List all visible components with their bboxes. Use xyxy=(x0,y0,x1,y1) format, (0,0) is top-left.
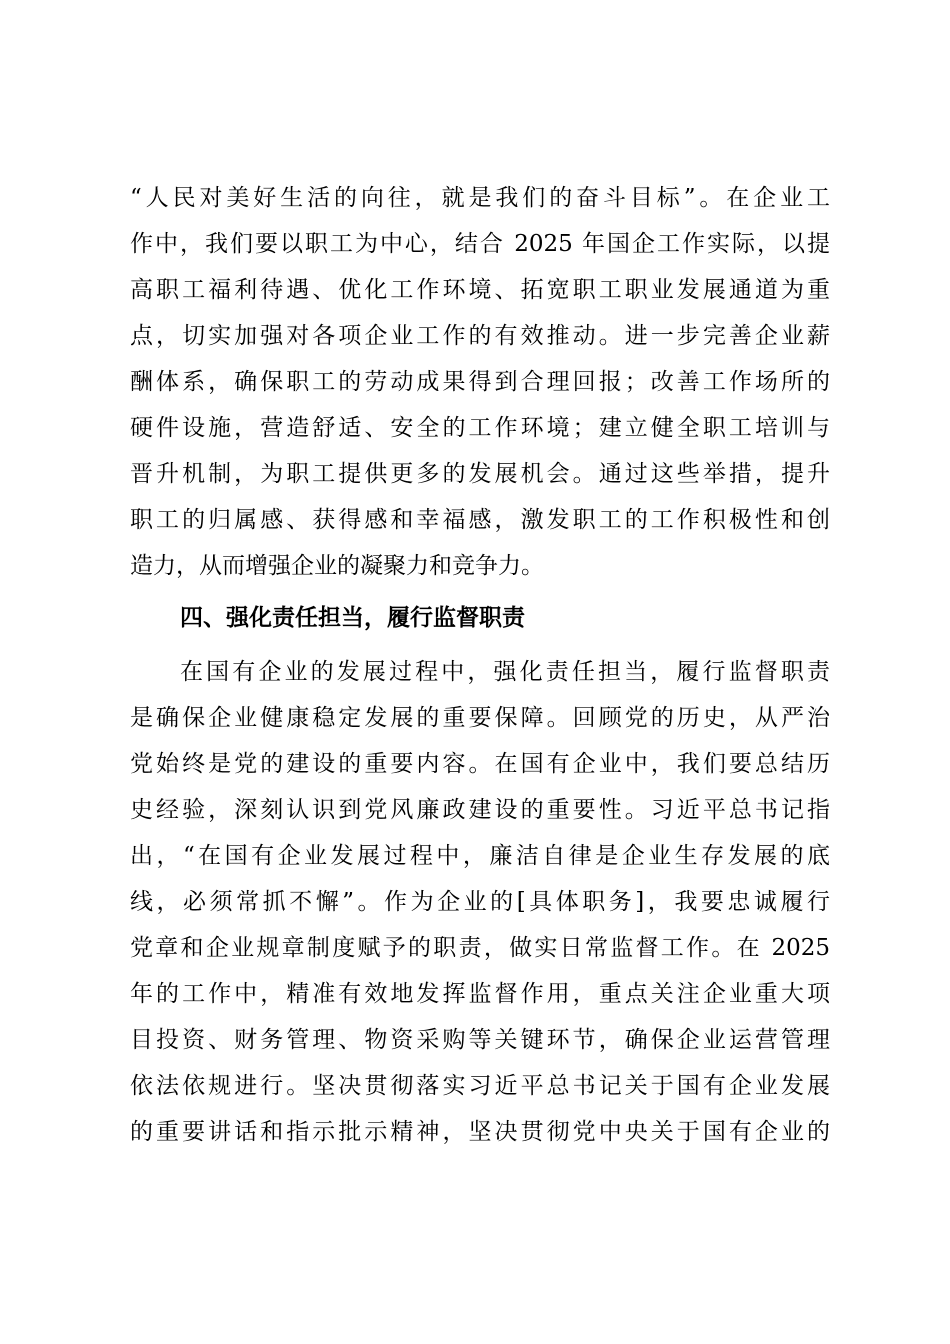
text-line: 党章和企业规章制度赋予的职责，做实日常监督工作。在 2025 xyxy=(130,935,830,961)
text-line: 点，切实加强对各项企业工作的有效推动。进一步完善企业薪 xyxy=(130,323,830,349)
text-line: 依法依规进行。坚决贯彻落实习近平总书记关于国有企业发展 xyxy=(130,1073,830,1099)
text-line: “人民对美好生活的向往，就是我们的奋斗目标”。在企业工 xyxy=(130,185,830,211)
text-line: 晋升机制，为职工提供更多的发展机会。通过这些举措，提升 xyxy=(130,461,830,487)
text-line: 出，“在国有企业发展过程中，廉洁自律是企业生存发展的底 xyxy=(130,843,830,869)
text-line: 史经验，深刻认识到党风廉政建设的重要性。习近平总书记指 xyxy=(130,797,830,823)
text-line: 党始终是党的建设的重要内容。在国有企业中，我们要总结历 xyxy=(130,751,830,777)
text-line: 线，必须常抓不懈”。作为企业的[具体职务]，我要忠诚履行 xyxy=(130,889,830,915)
text-line: 职工的归属感、获得感和幸福感，激发职工的工作积极性和创 xyxy=(130,507,830,533)
text-line: 是确保企业健康稳定发展的重要保障。回顾党的历史，从严治 xyxy=(130,705,830,731)
text-line: 的重要讲话和指示批示精神，坚决贯彻党中央关于国有企业的 xyxy=(130,1119,830,1145)
text-line: 造力，从而增强企业的凝聚力和竞争力。 xyxy=(130,553,544,579)
section-heading: 四、强化责任担当，履行监督职责 xyxy=(180,605,525,631)
text-line: 年的工作中，精准有效地发挥监督作用，重点关注企业重大项 xyxy=(130,981,830,1007)
text-line: 硬件设施，营造舒适、安全的工作环境；建立健全职工培训与 xyxy=(130,415,830,441)
text-line: 高职工福利待遇、优化工作环境、拓宽职工职业发展通道为重 xyxy=(130,277,830,303)
text-line: 目投资、财务管理、物资采购等关键环节，确保企业运营管理 xyxy=(130,1027,830,1053)
text-line: 作中，我们要以职工为中心，结合 2025 年国企工作实际，以提 xyxy=(130,231,830,257)
text-line: 酬体系，确保职工的劳动成果得到合理回报；改善工作场所的 xyxy=(130,369,830,395)
text-line: 在国有企业的发展过程中，强化责任担当，履行监督职责 xyxy=(180,659,830,685)
